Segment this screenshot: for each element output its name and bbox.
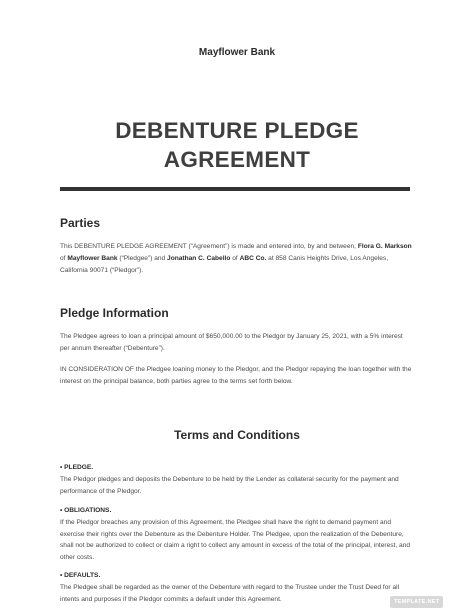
term-item-pledge	[60, 462, 412, 497]
title-divider	[60, 187, 410, 191]
pledgee-company: Mayflower Bank	[67, 254, 118, 262]
parties-paragraph	[60, 241, 412, 276]
parties-text-1: This DEBENTURE PLEDGE AGREEMENT (“Agreement”) is made and entered into, by and between,	[60, 243, 358, 250]
watermark-badge: TEMPLATE.NET	[390, 596, 443, 608]
parties-heading: Parties	[60, 216, 101, 230]
pledge-information-heading: Pledge Information	[60, 306, 169, 320]
term-text: The Pledgee shall be regarded as the owner of the Debenture with regard to the Trustee under the Trust Deed for all intents and purposes if the Pledgor commits a default under this Agreement.	[60, 583, 400, 603]
term-text: The Pledgor pledges and deposits the Debenture to be held by the Lender as collateral security for the payment and performance of the Pledgor.	[60, 475, 399, 495]
pledge-paragraph-1: The Pledgee agrees to loan a principal amount of $650,000.00 to the Pledgor by January 25, 2021, with a 5% interest per annum thereafter (“Debenture”).	[60, 333, 403, 352]
parties-text-3: (“Pledgee”) and	[117, 254, 168, 262]
title-line-2: AGREEMENT	[163, 147, 311, 172]
term-text: If the Pledgor breaches any provision of this Agreement, the Pledgee shall have the right to demand payment and exercise their rights over the Debenture as the Debenture Holder. The Pledgee, upon the realization of the Debenture, shall not be authorized to collect or claim a right to collect any amount in excess of the total of the principal, interest, and other costs.	[60, 518, 411, 562]
pledgor-company: ABC Co.	[239, 254, 267, 262]
title-line-1: DEBENTURE PLEDGE	[115, 118, 359, 143]
pledgor-name: Jonathan C. Cabello	[167, 254, 231, 262]
term-label: • PLEDGE.	[60, 464, 94, 471]
pledge-paragraph-2: IN CONSIDERATION OF the Pledgee loaning money to the Pledgor, and the Pledgor repaying the loan together with the interest on the principal balance, both parties agree to the terms set forth below.	[60, 366, 412, 385]
term-label: • OBLIGATIONS.	[60, 507, 112, 514]
bank-name: Mayflower Bank	[198, 47, 276, 58]
term-label: • DEFAULTS.	[60, 572, 101, 579]
parties-text-5: at 858 Canis Heights Drive, Los Angeles, California 90071 (“Pledgor”).	[60, 254, 389, 274]
parties-text-2: of	[60, 254, 68, 262]
term-item-defaults	[60, 570, 412, 605]
parties-text-4: of	[230, 254, 240, 262]
document-title	[0, 116, 474, 174]
terms-heading: Terms and Conditions	[174, 428, 300, 442]
pledgee-name: Flora G. Markson	[357, 243, 412, 250]
term-item-obligations	[60, 505, 412, 564]
